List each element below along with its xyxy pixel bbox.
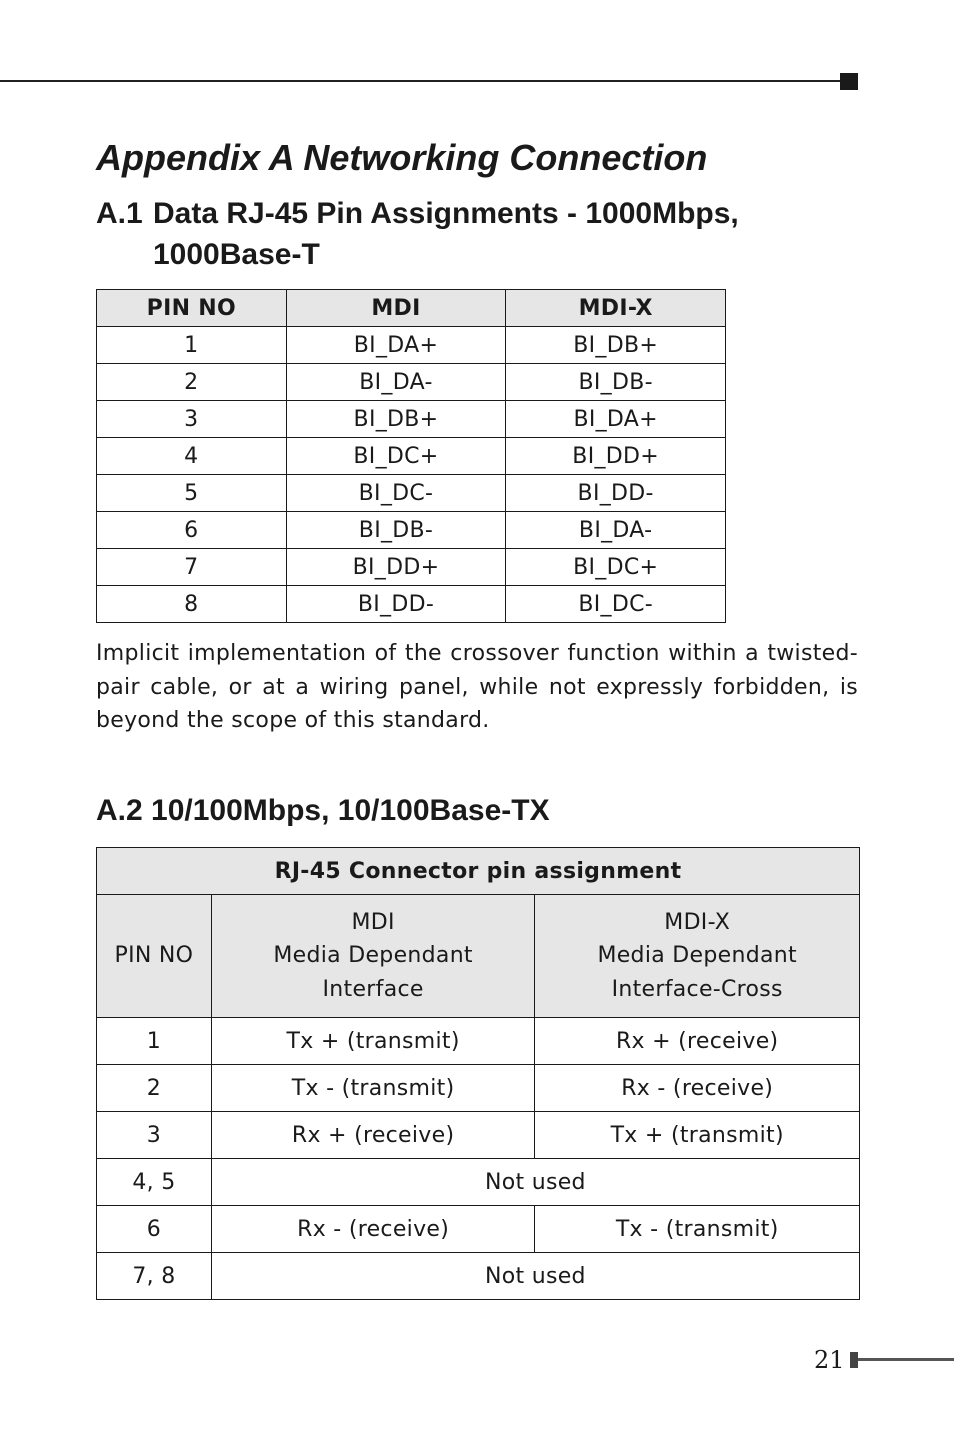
cell-pin: 1	[97, 327, 287, 364]
column-header-mdix-line: MDI-X	[664, 909, 731, 935]
table-row	[97, 1018, 860, 1065]
column-header-mdix	[535, 895, 860, 1018]
page-number: 21	[814, 1346, 845, 1374]
table-row	[97, 512, 726, 549]
column-header-mdix: MDI-X	[506, 290, 726, 327]
table-row	[97, 475, 726, 512]
cell-mdi: BI_DA-	[286, 364, 506, 401]
cell-not-used: Not used	[211, 1159, 859, 1206]
crossover-note: Implicit implementation of the crossover function within a twisted-pair cable, or at a wiring panel, while not expressly forbidden, is beyond the scope of this standard.	[96, 641, 858, 733]
cell-mdix: BI_DD-	[506, 475, 726, 512]
cell-pin: 7	[97, 549, 287, 586]
table-header-row	[97, 290, 726, 327]
cell-pin: 7, 8	[97, 1253, 212, 1300]
table-row	[97, 401, 726, 438]
section-a2-heading: A.2 10/100Mbps, 10/100Base-TX	[96, 794, 550, 827]
cell-mdix: BI_DD+	[506, 438, 726, 475]
column-header-mdi: MDI	[286, 290, 506, 327]
table-row	[97, 1206, 860, 1253]
cell-mdix: Tx - (transmit)	[535, 1206, 860, 1253]
cell-mdix: BI_DB+	[506, 327, 726, 364]
column-header-mdix-line: Interface-Cross	[611, 976, 783, 1002]
table-row	[97, 549, 726, 586]
cell-mdi: BI_DD-	[286, 586, 506, 623]
section-a1-number: A.1	[96, 197, 143, 230]
cell-mdix: Tx + (transmit)	[535, 1112, 860, 1159]
cell-pin: 4, 5	[97, 1159, 212, 1206]
cell-mdix: Rx + (receive)	[535, 1018, 860, 1065]
table-row	[97, 586, 726, 623]
table-row	[97, 1065, 860, 1112]
cell-mdix: Rx - (receive)	[535, 1065, 860, 1112]
cell-pin: 6	[97, 512, 287, 549]
cell-mdi: Tx - (transmit)	[211, 1065, 535, 1112]
cell-pin: 8	[97, 586, 287, 623]
table-caption-row	[97, 848, 860, 895]
footer-rule	[858, 1358, 954, 1361]
table-row	[97, 364, 726, 401]
cell-mdi: BI_DB+	[286, 401, 506, 438]
table-caption: RJ-45 Connector pin assignment	[97, 848, 860, 895]
cell-mdi: BI_DA+	[286, 327, 506, 364]
footer-marker	[850, 1352, 858, 1368]
section-a1-heading	[96, 193, 816, 275]
section-a1-title-line1: Data RJ-45 Pin Assignments - 1000Mbps,	[153, 197, 739, 230]
table-row	[97, 1112, 860, 1159]
cell-pin: 1	[97, 1018, 212, 1065]
cell-mdix: BI_DA+	[506, 401, 726, 438]
cell-mdi: BI_DB-	[286, 512, 506, 549]
cell-mdix: BI_DA-	[506, 512, 726, 549]
cell-pin: 3	[97, 1112, 212, 1159]
column-header-mdi-line: Interface	[322, 976, 424, 1002]
column-header-pin: PIN NO	[97, 895, 212, 1018]
cell-mdi: BI_DD+	[286, 549, 506, 586]
table-header-row	[97, 895, 860, 1018]
cell-mdix: BI_DC-	[506, 586, 726, 623]
cell-mdix: BI_DB-	[506, 364, 726, 401]
column-header-mdix-line: Media Dependant	[597, 943, 797, 969]
table-row	[97, 1253, 860, 1300]
cell-mdi: Tx + (transmit)	[211, 1018, 535, 1065]
header-marker	[840, 73, 858, 90]
column-header-mdi-line: Media Dependant	[273, 943, 473, 969]
cell-mdi: Rx + (receive)	[211, 1112, 535, 1159]
cell-mdi: BI_DC+	[286, 438, 506, 475]
column-header-mdi	[211, 895, 535, 1018]
header-rule	[0, 80, 848, 82]
cell-not-used: Not used	[211, 1253, 859, 1300]
cell-pin: 4	[97, 438, 287, 475]
cell-pin: 5	[97, 475, 287, 512]
cell-pin: 2	[97, 1065, 212, 1112]
cell-pin: 2	[97, 364, 287, 401]
table-row	[97, 438, 726, 475]
cell-pin: 3	[97, 401, 287, 438]
column-header-mdi-line: MDI	[351, 909, 395, 935]
cell-mdi: Rx - (receive)	[211, 1206, 535, 1253]
section-a1-title-line2: 1000Base-T	[153, 238, 320, 271]
table-row	[97, 1159, 860, 1206]
page-title: Appendix A Networking Connection	[96, 137, 708, 178]
table-row	[97, 327, 726, 364]
column-header-pin: PIN NO	[97, 290, 287, 327]
cell-pin: 6	[97, 1206, 212, 1253]
cell-mdix: BI_DC+	[506, 549, 726, 586]
gigabit-pin-table	[96, 289, 726, 623]
cell-mdi: BI_DC-	[286, 475, 506, 512]
fast-ethernet-pin-table	[96, 847, 860, 1300]
